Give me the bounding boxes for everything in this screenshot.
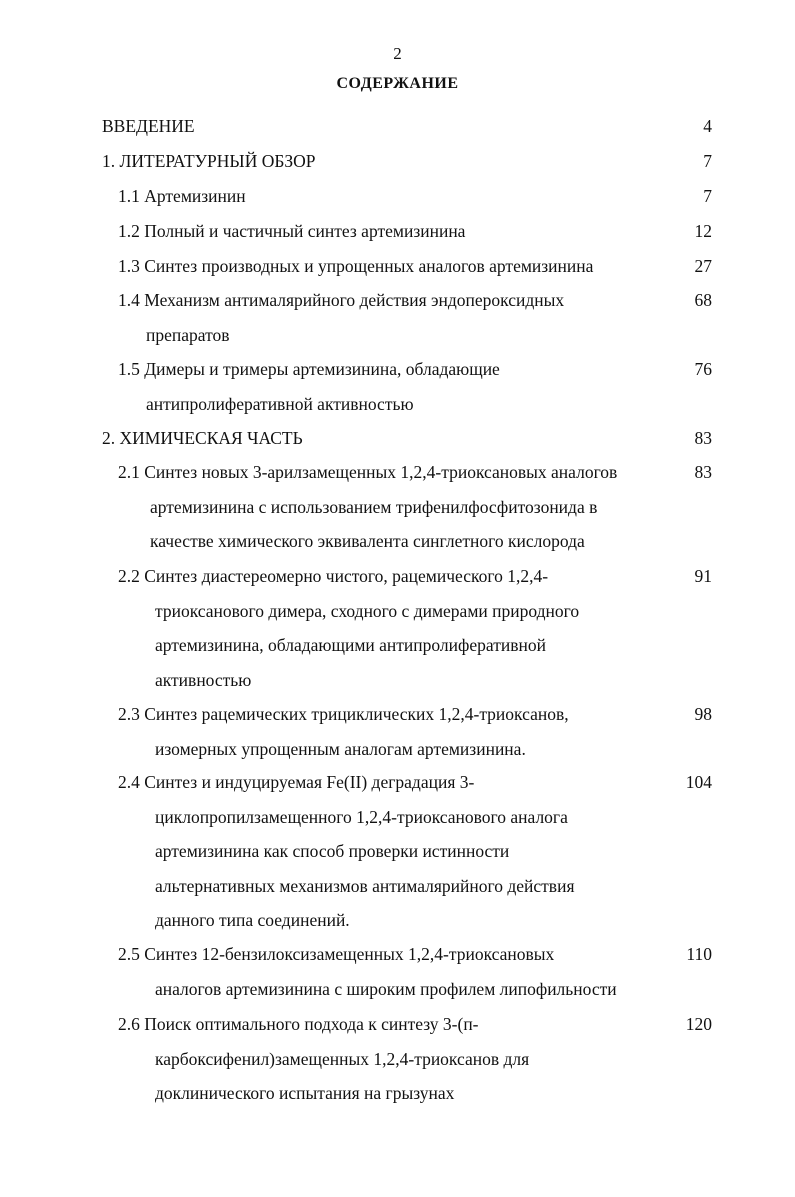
toc-entry-line: циклопропилзамещенного 1,2,4-триоксанового аналога (155, 806, 568, 827)
toc-entry-line: данного типа соединений. (155, 910, 350, 930)
toc-page-number: 120 (685, 1014, 712, 1034)
toc-entry-line: 1.5 Димеры и тримеры артемизинина, обладающие (118, 359, 500, 379)
toc-entry-line: 1.2 Полный и частичный синтез артемизинина (118, 221, 466, 241)
toc-entry-line: 2.5 Синтез 12-бензилоксизамещенных 1,2,4-триоксановых (118, 944, 555, 964)
toc-entry-line: антипролиферативной активностью (146, 393, 414, 414)
toc-entry-line: изомерных упрощенным аналогам артемизинина. (155, 738, 526, 759)
toc-page-number: 91 (694, 566, 712, 586)
toc-page-number: 76 (694, 359, 712, 379)
toc-entry-line: 2. ХИМИЧЕСКАЯ ЧАСТЬ (102, 428, 303, 448)
toc-entry-line: 1.4 Механизм антималярийного действия эндопероксидных (118, 290, 565, 310)
toc-entry-line: 2.6 Поиск оптимального подхода к синтезу 3-(п- (118, 1014, 479, 1034)
toc-page-number: 4 (703, 116, 712, 136)
toc-entry-line: аналогов артемизинина с широким профилем липофильности (155, 978, 617, 999)
toc-entry-line: 2.3 Синтез рацемических трициклических 1,2,4-триоксанов, (118, 704, 569, 724)
toc-entry-line: 2.4 Синтез и индуцируемая Fe(II) деградация 3- (118, 772, 475, 792)
toc-entry-line: артемизинина, обладающими антипролиферативной (155, 635, 546, 655)
toc-entry-line: 1.1 Артемизинин (118, 186, 246, 206)
toc-page-number: 83 (694, 462, 712, 482)
toc-entry-line: активностью (155, 669, 252, 690)
toc-entry-line: карбоксифенил)замещенных 1,2,4-триоксанов для (155, 1048, 530, 1069)
toc-entry-line: ВВЕДЕНИЕ (102, 116, 195, 136)
toc-entry-line: препаратов (146, 324, 230, 345)
toc-page-number: 7 (703, 151, 712, 171)
toc-page-number: 7 (703, 186, 712, 206)
toc-entry-line: 1. ЛИТЕРАТУРНЫЙ ОБЗОР (102, 151, 316, 171)
toc-page-number: 27 (694, 256, 712, 276)
toc-page-number: 98 (694, 704, 712, 724)
toc-page-number: 68 (694, 290, 712, 310)
page-title: СОДЕРЖАНИЕ (336, 75, 459, 92)
toc-entry-line: артемизинина с использованием трифенилфосфитозонида в (150, 496, 598, 517)
toc-page-number: 104 (685, 772, 712, 792)
toc-entry-line: триоксанового димера, сходного с димерами природного (155, 600, 580, 621)
toc-entry-line: качестве химического эквивалента синглетного кислорода (150, 531, 585, 551)
toc-entry-line: артемизинина как способ проверки истинности (155, 841, 510, 861)
toc-page-number: 83 (694, 428, 712, 448)
toc-entry-line: 1.3 Синтез производных и упрощенных аналогов артемизинина (118, 256, 594, 276)
toc-page-number: 110 (686, 944, 712, 964)
toc-page-number: 12 (694, 221, 712, 241)
toc-entry-line: 2.1 Синтез новых 3-арилзамещенных 1,2,4-триоксановых аналогов (118, 462, 618, 482)
toc-entry-line: альтернативных механизмов антималярийного действия (155, 875, 575, 896)
page-number: 2 (393, 44, 402, 63)
toc-entry-line: 2.2 Синтез диастереомерно чистого, рацемического 1,2,4- (118, 566, 549, 586)
toc-entry-line: доклинического испытания на грызунах (155, 1083, 455, 1103)
